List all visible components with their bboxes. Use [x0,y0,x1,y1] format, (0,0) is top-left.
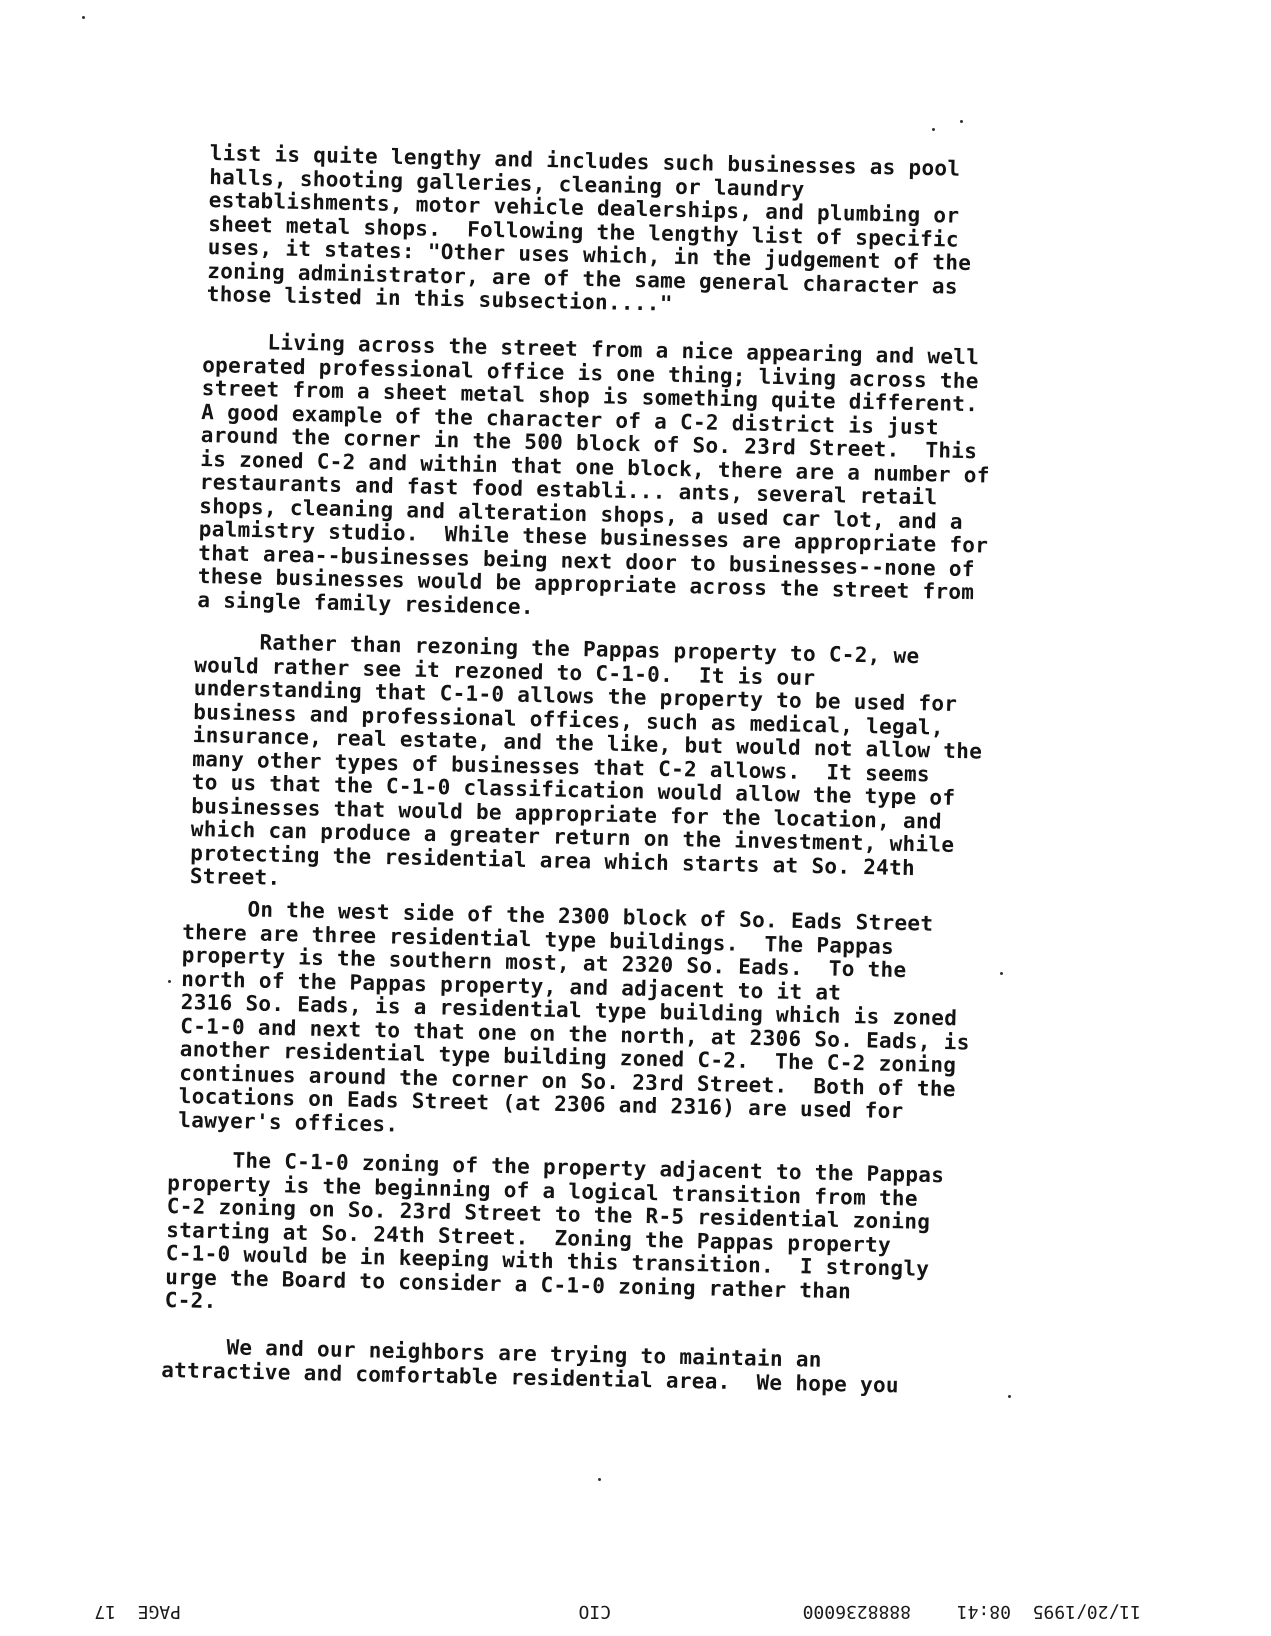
paragraph-5: The C-1-0 zoning of the property adjacent to the Pappas property is the beginning of a logical transition from the C-2 zoning on So. 23rd Street to the R-5 residential zoning starting at So. 24th Street. Zoning the Pappas property C-1-0 would be in keeping with this transition. I strongly urge the Board to consider a C-1-0 zoning rather than C-2. [164,1147,945,1314]
paragraph-4: On the west side of the 2300 block of So. Eads Street there are three residential type buildings. The Pappas property is the southern most, at 2320 So. Eads. To the north of the Pappas property, and adjacent to it at 2316 So. Eads, is a residential type building which is zoned C-1-0 and next to that one on the north, at 2306 So. Eads, is another residential type building zoned C-2. The C-2 zoning continues around the corner on So. 23rd Street. Both of the locations on Eads Street (at 2306 and 2316) are used for lawyer's offices. [178,896,970,1137]
paragraph-2: Living across the street from a nice appearing and well operated professional office is one thing; living across the street from a sheet metal shop is something quite different. A good example of the character of a C-2 district is just around the corner in the 500 block of So. 23rd Street. This is zoned C-2 and within that one block, there are a number of restaurants and fast food establi... ants, several retail shops, cleaning and alteration shops, a used car lot, and a palmistry studio. While these businesses are appropriate for that area--businesses being next door to businesses--none of these businesses would be appropriate across the street from a single family residence. [197,329,990,619]
scan-speck [1000,972,1003,975]
fax-header-line [0,1596,1271,1626]
paragraph-1: list is quite lengthy and includes such businesses as pool halls, shooting galleries, cleaning or laundry establishments, motor vehicle dealerships, and plumbing or sheet metal shops. Following the lengthy list of specific uses, it states: "Other uses which, in the judgement of the zoning administrator, are of the same general character as those listed in this subsection...." [206,141,972,316]
paragraph-3: Rather than rezoning the Pappas property to C-2, we would rather see it rezoned to C-1-0. It is our understanding that C-1-0 allows the property to be used for business and professional offices, such as medical, legal, insurance, real estate, and the like, but would not allow the many other types of businesses that C-2 allows. It seems to us that the C-1-0 classification would allow the type of businesses that would be appropriate for the location, and which can produce a greater return on the investment, while protecting the residential area which starts at So. 24th Street. [189,629,983,890]
fax-date-time: 11/20/1995 08:41 [956,1601,1141,1622]
scan-speck [598,1478,601,1481]
fax-page-number: PAGE 17 [94,1601,181,1622]
fax-cid: CIO [578,1601,611,1622]
scan-speck [960,120,963,123]
scan-speck [82,16,85,19]
scan-speck [932,128,935,131]
scan-speck [168,980,171,983]
fax-number: 8888236000 [802,1601,911,1622]
scan-speck [1008,1395,1011,1398]
paragraph-6: We and our neighbors are trying to maintain an attractive and comfortable residential area. We hope you [161,1334,900,1397]
